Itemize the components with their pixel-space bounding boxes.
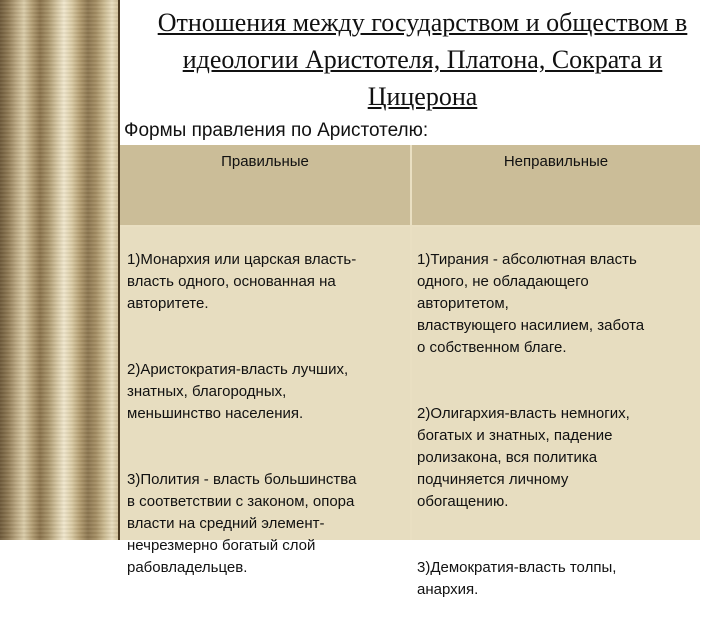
header-cell-correct (120, 145, 410, 225)
correct-forms-cell (120, 227, 410, 576)
list-item-democracy: 3)Демократия-власть толпы, анархия. (417, 559, 617, 598)
list-item-aristocracy: 2)Аристократия-власть лучших, знатных, благородных, меньшинство населения. (127, 361, 349, 422)
header-label-correct: Правильные (221, 153, 309, 170)
decorative-side-band (0, 0, 118, 540)
slide-title: Отношения между государством и обществом в идеологии Аристотеля, Платона, Сократа и Цицерона (157, 8, 688, 111)
header-label-incorrect: Неправильные (503, 153, 609, 170)
slide-subtitle: Формы правления по Аристотелю: (124, 120, 429, 141)
incorrect-forms-cell (412, 227, 700, 598)
list-item-polity: 3)Полития - власть большинства в соответствии с законом, опора власти на средний элемент- нечрезмерно богатый слой рабовладельцев. (127, 471, 357, 576)
list-item-tyranny: 1)Тирания - абсолютная власть одного, не обладающего авторитетом, властвующего насилием, забота о собственном благе. (417, 251, 645, 356)
government-forms-table (120, 145, 700, 598)
header-cell-incorrect (412, 145, 700, 225)
list-item-oligarchy: 2)Олигархия-власть немногих, богатых и знатных, падение ролизакона, вся политика подчиняется личному обогащению. (417, 405, 630, 510)
list-item-monarchy: 1)Монархия или царская власть- власть одного, основанная на авторитете. (127, 251, 357, 312)
